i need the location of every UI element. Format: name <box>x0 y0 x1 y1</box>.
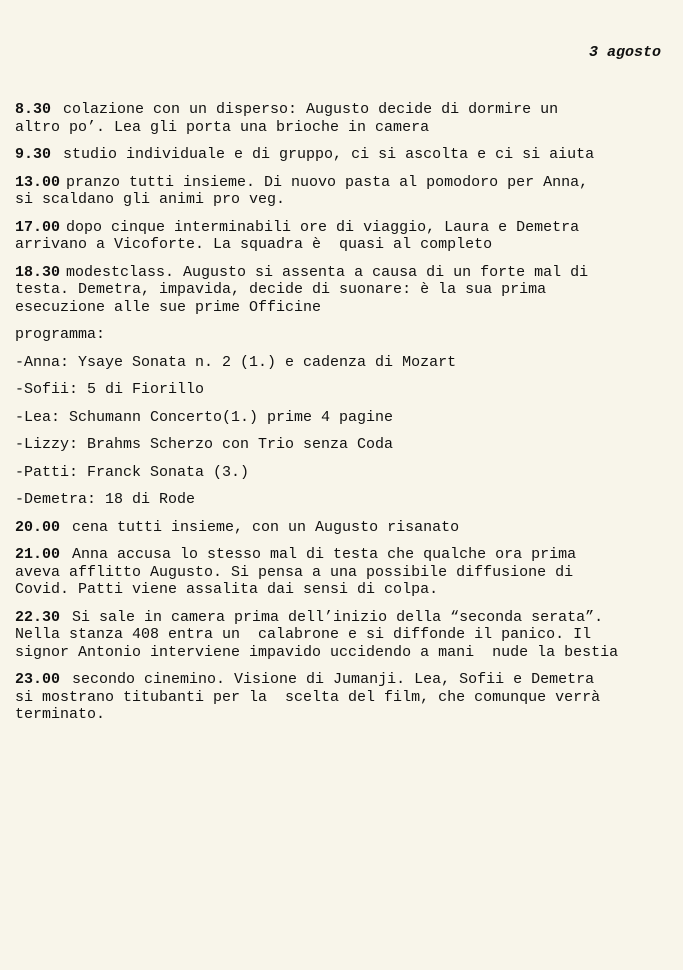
entry-0930 <box>15 146 665 164</box>
entry-2230 <box>15 609 665 662</box>
entry-time: 13.00 <box>15 173 61 191</box>
entry-text: pranzo tutti insieme. Di nuovo pasta al pomodoro per Anna, si scaldano gli animi pro veg. <box>15 173 589 208</box>
entry-0830 <box>15 101 665 136</box>
entry-time: 17.00 <box>15 218 61 236</box>
entry-1700 <box>15 219 665 254</box>
entry-time: 18.30 <box>15 263 61 281</box>
page-date: 3 agosto <box>588 44 661 61</box>
entry-time: 8.30 <box>15 101 52 118</box>
entry-1830 <box>15 264 665 317</box>
entry-time: 20.00 <box>15 518 61 536</box>
entry-text: colazione con un disperso: Augusto decide di dormire un altro po’. Lea gli porta una brioche in camera <box>15 101 559 136</box>
programma-item-patti: -Patti: Franck Sonata (3.) <box>15 463 250 481</box>
entry-time: 22.30 <box>15 608 61 626</box>
entry-text: secondo cinemino. Visione di Jumanji. Lea, Sofii e Demetra si mostrano titubanti per la scelta del film, che comunque verrà terminato. <box>15 671 601 723</box>
diary-body <box>15 101 665 734</box>
entry-time: 23.00 <box>15 671 61 688</box>
entry-text: Anna accusa lo stesso mal di testa che qualche ora prima aveva afflitto Augusto. Si pensa a una possibile diffusione di Covid. Patti viene assalita dai sensi di colpa. <box>15 546 577 598</box>
programma-item-lizzy: -Lizzy: Brahms Scherzo con Trio senza Coda <box>15 436 394 453</box>
entry-text: modestclass. Augusto si assenta a causa di un forte mal di testa. Demetra, impavida, decide di suonare: è la sua prima esecuzione alle sue prime Officine <box>15 263 589 316</box>
entry-text: dopo cinque interminabili ore di viaggio, Laura e Demetra arrivano a Vicoforte. La squadra è quasi al completo <box>15 218 580 253</box>
entry-time: 9.30 <box>15 146 52 163</box>
entry-1300 <box>15 174 665 209</box>
programma-item-lea: -Lea: Schumann Concerto(1.) prime 4 pagine <box>15 408 394 426</box>
entry-text: studio individuale e di gruppo, ci si ascolta e ci si aiuta <box>63 146 595 163</box>
programma-item-anna: -Anna: Ysaye Sonata n. 2 (1.) e cadenza di Mozart <box>15 353 457 371</box>
entry-text: cena tutti insieme, con un Augusto risanato <box>72 518 460 536</box>
programma-heading: programma: <box>15 326 106 343</box>
entry-text: Si sale in camera prima dell’inizio della “seconda serata”. Nella stanza 408 entra un calabrone e si diffonde il panico. Il signor Antonio interviene impavido uccidendo a mani nude la bestia <box>15 608 619 661</box>
entry-2300 <box>15 671 665 724</box>
entry-time: 21.00 <box>15 546 61 563</box>
programma-item-sofii: -Sofii: 5 di Fiorillo <box>15 381 205 398</box>
programma-item-demetra: -Demetra: 18 di Rode <box>15 491 196 508</box>
entry-2000 <box>15 519 665 537</box>
entry-2100 <box>15 546 665 599</box>
